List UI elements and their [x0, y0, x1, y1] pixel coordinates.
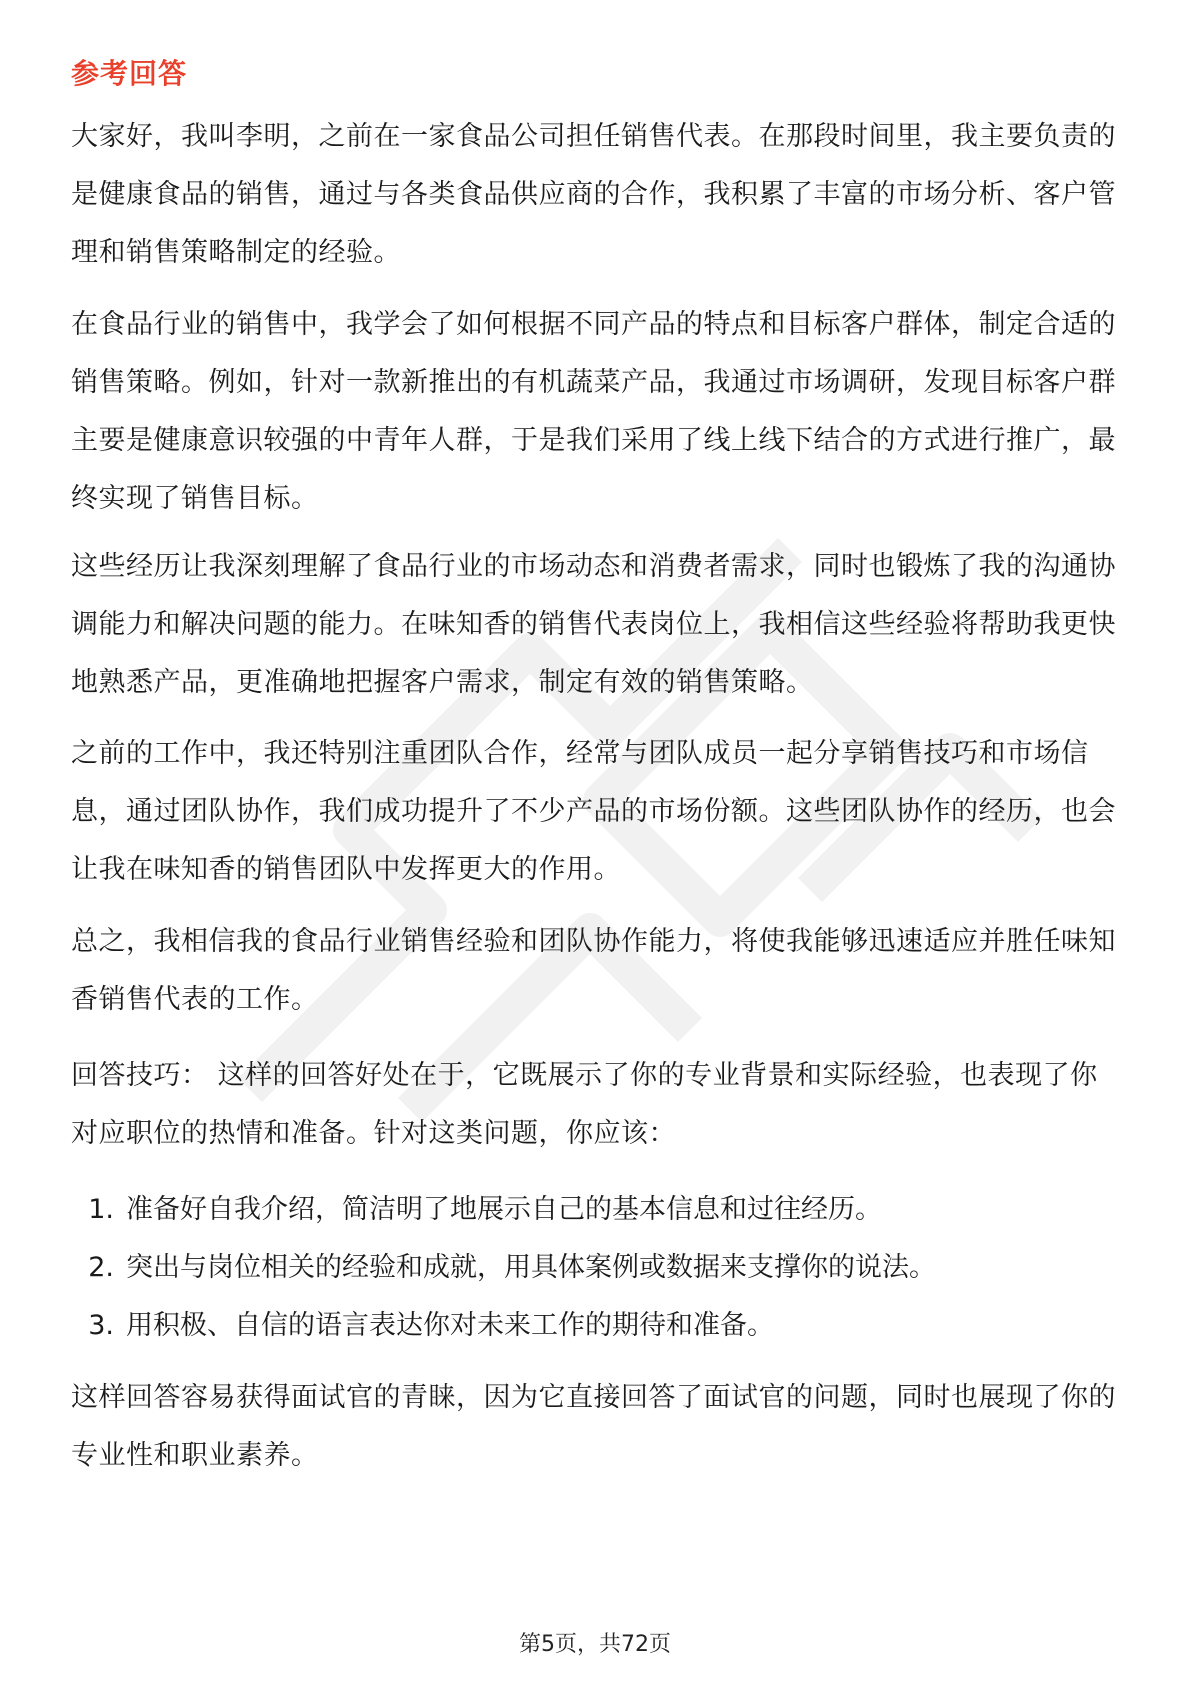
- list-text: 准备好自我介绍，简洁明了地展示自己的基本信息和过往经历。: [126, 1194, 882, 1225]
- tips-paragraph: 回答技巧： 这样的回答好处在于，它既展示了你的专业背景和实际经验，也表现了你对应职位的热情和准备。针对这类问题，你应该：: [71, 1060, 1098, 1149]
- section-heading: 参考回答: [71, 57, 188, 90]
- tips-list: [71, 1181, 1121, 1355]
- list-number: 3.: [88, 1310, 114, 1341]
- answer-paragraph: 大家好，我叫李明，之前在一家食品公司担任销售代表。在那段时间里，我主要负责的是健康食品的销售，通过与各类食品供应商的合作，我积累了丰富的市场分析、客户管理和销售策略制定的经验。: [71, 121, 1116, 268]
- closing-paragraph: 这样回答容易获得面试官的青睐，因为它直接回答了面试官的问题，同时也展现了你的专业性和职业素养。: [71, 1382, 1116, 1471]
- answer-paragraph: 这些经历让我深刻理解了食品行业的市场动态和消费者需求，同时也锻炼了我的沟通协调能力和解决问题的能力。在味知香的销售代表岗位上，我相信这些经验将帮助我更快地熟悉产品，更准确地把握客户需求，制定有效的销售策略。: [71, 551, 1116, 698]
- answer-paragraph: 之前的工作中，我还特别注重团队合作，经常与团队成员一起分享销售技巧和市场信息，通过团队协作，我们成功提升了不少产品的市场份额。这些团队协作的经历，也会让我在味知香的销售团队中发挥更大的作用。: [71, 738, 1116, 885]
- list-item: [71, 1181, 1121, 1239]
- list-text: 突出与岗位相关的经验和成就，用具体案例或数据来支撑你的说法。: [126, 1252, 936, 1283]
- page-number: 第5页，共72页: [519, 1632, 671, 1657]
- list-item: [71, 1297, 1121, 1355]
- list-number: 2.: [88, 1252, 114, 1283]
- list-item: [71, 1239, 1121, 1297]
- answer-paragraph: 在食品行业的销售中，我学会了如何根据不同产品的特点和目标客户群体，制定合适的销售策略。例如，针对一款新推出的有机蔬菜产品，我通过市场调研，发现目标客户群主要是健康意识较强的中青年人群，于是我们采用了线上线下结合的方式进行推广，最终实现了销售目标。: [71, 309, 1116, 514]
- answer-paragraph: 总之，我相信我的食品行业销售经验和团队协作能力，将使我能够迅速适应并胜任味知香销售代表的工作。: [71, 926, 1116, 1015]
- list-number: 1.: [88, 1194, 114, 1225]
- list-text: 用积极、自信的语言表达你对未来工作的期待和准备。: [126, 1310, 774, 1341]
